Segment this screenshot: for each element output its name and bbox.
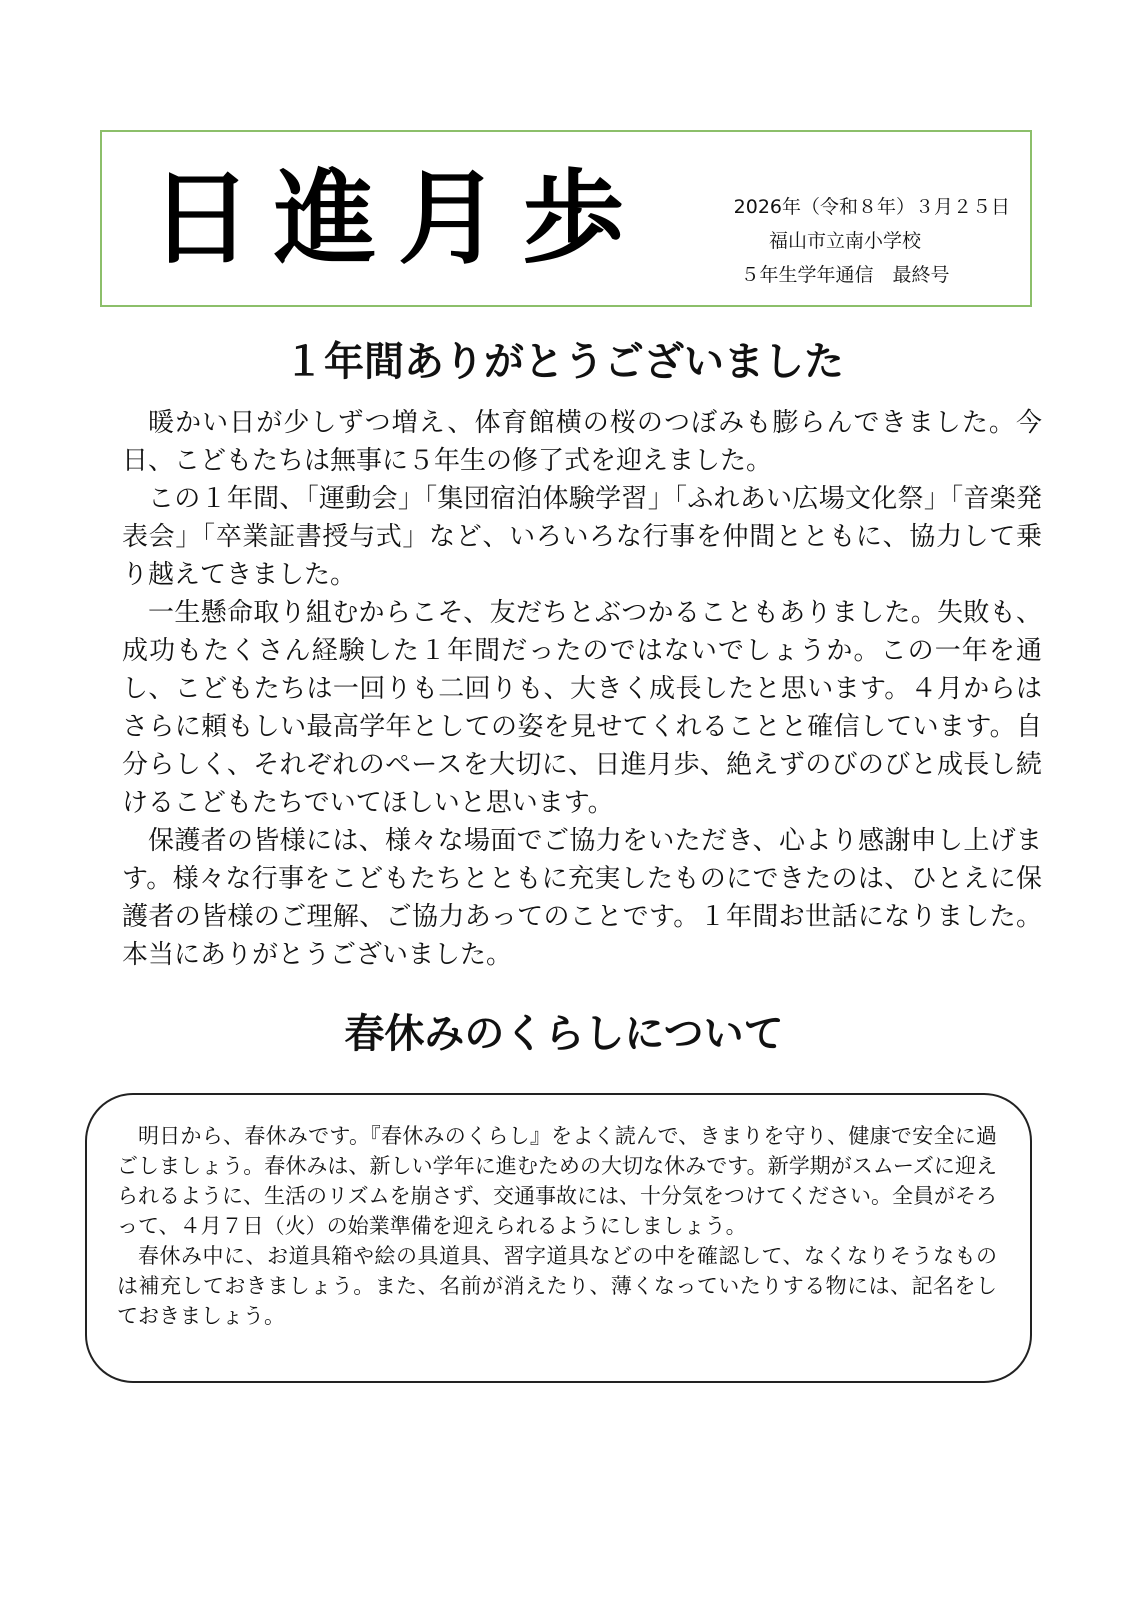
article-paragraph: 保護者の皆様には、様々な場面でご協力をいただき、心より感謝申し上げます。様々な行事をこどもたちとともに充実したものにできたのは、ひとえに保護者の皆様のご理解、ご協力あってのことです。１年間お世話になりました。本当にありがとうございました。 xyxy=(122,826,1042,970)
box-paragraph: 明日から、春休みです。『春休みのくらし』をよく読んで、きまりを守り、健康で安全に過ごしましょう。春休みは、新しい学年に進むための大切な休みです。新学期がスムーズに迎えられるように、生活のリズムを崩さず、交通事故には、十分気をつけてください。全員がそろって、４月７日（火）の始業準備を迎えられるようにしましょう。 xyxy=(117,1124,997,1238)
issue-label: ５年生学年通信 最終号 xyxy=(740,264,950,286)
spring-break-text xyxy=(117,1121,997,1331)
newsletter-header xyxy=(100,130,1032,307)
school-name: 福山市立南小学校 xyxy=(768,230,921,252)
thanks-article xyxy=(122,404,1042,974)
spring-break-box xyxy=(85,1093,1032,1383)
box-paragraph: 春休み中に、お道具箱や絵の具道具、習字道具などの中を確認して、なくなりそうなものは補充しておきましょう。また、名前が消えたり、薄くなっていたりする物には、記名をしておきましょう。 xyxy=(117,1244,997,1328)
article-paragraph: この１年間、「運動会」「集団宿泊体験学習」「ふれあい広場文化祭」「音楽発表会」「卒業証書授与式」など、いろいろな行事を仲間とともに、協力して乗り越えてきました。 xyxy=(122,484,1042,590)
section-title-spring-break: 春休みのくらしについて xyxy=(344,1011,784,1057)
article-paragraph: 一生懸命取り組むからこそ、友だちとぶつかることもありました。失敗も、成功もたくさん経験した１年間だったのではないでしょうか。この一年を通し、こどもたちは一回りも二回りも、大きく成長したと思います。４月からはさらに頼もしい最高学年としての姿を見せてくれることと確信しています。自分らしく、それぞれのペースを大切に、日進月歩、絶えずのびのびと成長し続けるこどもたちでいてほしいと思います。 xyxy=(122,598,1042,818)
issue-date: 2026年（令和８年）３月２５日 xyxy=(733,196,1010,218)
header-meta xyxy=(680,190,1010,292)
masthead-title: 日進月歩 xyxy=(150,159,646,279)
section-title-thanks: １年間ありがとうございました xyxy=(284,339,844,385)
article-paragraph: 暖かい日が少しずつ増え、体育館横の桜のつぼみも膨らんできました。今日、こどもたちは無事に５年生の修了式を迎えました。 xyxy=(122,408,1042,476)
